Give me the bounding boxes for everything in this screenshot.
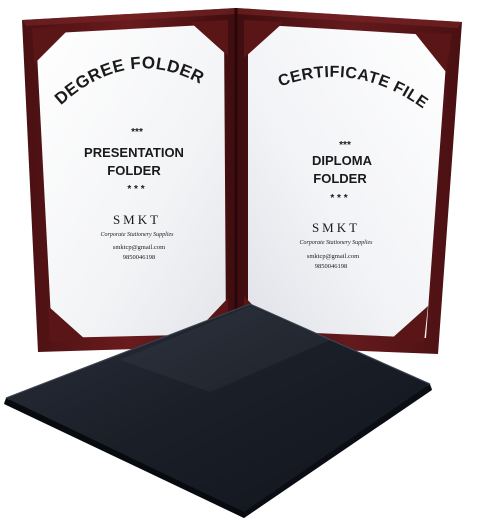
left-email: smktcp@gmail.com xyxy=(112,244,166,251)
left-line1: PRESENTATION xyxy=(84,145,184,160)
left-line2: FOLDER xyxy=(107,163,161,178)
right-phone: 9850046198 xyxy=(314,263,348,270)
right-email: smktcp@gmail.com xyxy=(306,253,360,260)
left-certificate-sheet xyxy=(32,20,228,342)
left-arc-title: DEGREE FOLDER xyxy=(51,53,208,109)
left-brand: SMKT xyxy=(112,212,162,227)
right-brand: SMKT xyxy=(311,220,361,235)
left-phone: 9850046198 xyxy=(122,254,156,261)
right-line1: DIPLOMA xyxy=(312,153,372,168)
right-stars-bottom: * * * xyxy=(330,193,348,204)
left-stars-top: *** xyxy=(131,127,143,138)
right-tagline: Corporate Stationery Supplies xyxy=(299,240,373,246)
right-line2: FOLDER xyxy=(313,171,367,186)
right-certificate-sheet xyxy=(244,20,452,342)
left-tagline: Corporate Stationery Supplies xyxy=(100,232,174,238)
right-stars-top: *** xyxy=(339,140,351,151)
left-stars-bottom: * * * xyxy=(127,184,145,195)
right-arc-title: CERTIFICATE FILE xyxy=(276,63,432,113)
